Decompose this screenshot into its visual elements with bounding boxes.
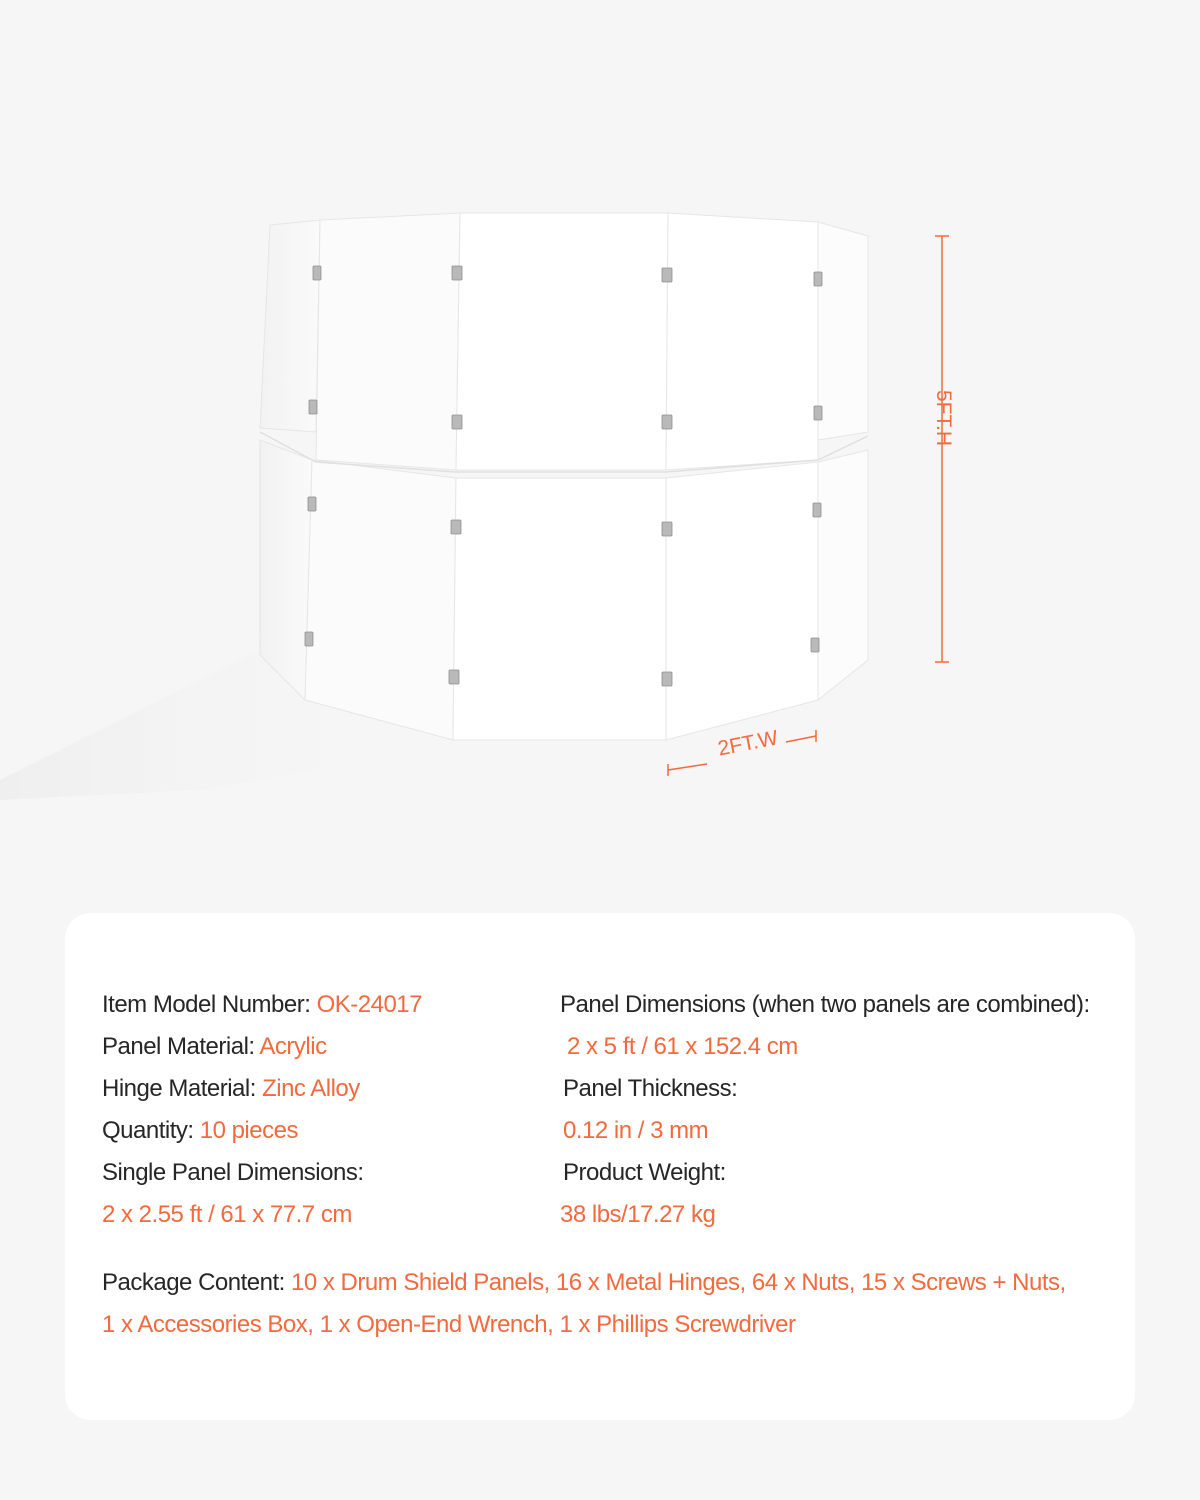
spec-package [102,1268,1066,1298]
spec-model [102,990,422,1020]
spec-single-panel-label: Single Panel Dimensions: [102,1159,364,1186]
height-label: 5FT.H [932,390,955,447]
spec-hinge-material [102,1074,360,1104]
spec-combined-panel-label: Panel Dimensions (when two panels are combined): [560,991,1090,1018]
spec-thickness-label: Panel Thickness: [563,1075,738,1102]
spec-package-label: Package Content: [102,1269,285,1296]
upper-panels [260,213,868,470]
spec-weight-value: 38 lbs/17.27 kg [560,1201,716,1228]
spec-package-value-line2: 1 x Accessories Box, 1 x Open-End Wrench, 1 x Phillips Screwdriver [102,1311,796,1338]
lower-panels [260,440,868,740]
width-label: 2FT.W [716,726,780,761]
spec-thickness-value: 0.12 in / 3 mm [563,1117,709,1144]
spec-package-value-line1: 10 x Drum Shield Panels, 16 x Metal Hinges, 64 x Nuts, 15 x Screws + Nuts, [290,1269,1066,1296]
spec-hinge-material-value: Zinc Alloy [262,1075,360,1102]
spec-single-panel-value: 2 x 2.55 ft / 61 x 77.7 cm [102,1201,352,1228]
spec-quantity-label: Quantity: [102,1117,194,1144]
spec-panel-material [102,1032,327,1062]
spec-model-value: OK-24017 [316,991,422,1018]
spec-combined-panel-value: 2 x 5 ft / 61 x 152.4 cm [567,1033,798,1060]
height-dimension-line [935,236,949,662]
spec-model-label: Item Model Number: [102,991,311,1018]
spec-weight-label: Product Weight: [563,1159,726,1186]
spec-panel-material-value: Acrylic [259,1033,327,1060]
spec-hinge-material-label: Hinge Material: [102,1075,256,1102]
spec-card [65,913,1135,1420]
spec-quantity-value: 10 pieces [199,1117,298,1144]
spec-panel-material-label: Panel Material: [102,1033,255,1060]
spec-quantity [102,1116,298,1146]
